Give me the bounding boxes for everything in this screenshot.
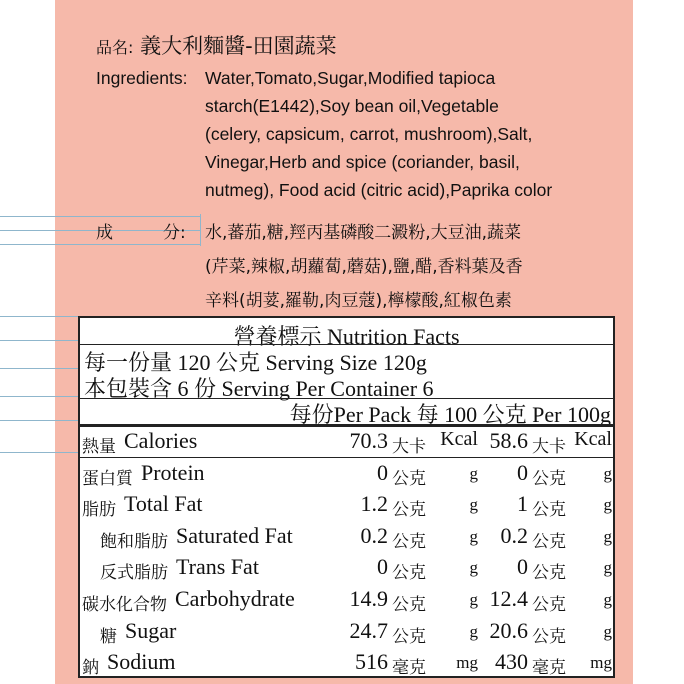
divider <box>80 344 613 345</box>
guide-line <box>0 396 80 397</box>
per-100g-value: 0 <box>517 554 528 580</box>
per-100g-value: 0.2 <box>500 522 528 548</box>
ingredients-line: nutmeg), Food acid (citric acid),Paprika color <box>205 180 553 200</box>
per-100g-unit-zh: 公克 <box>532 468 566 489</box>
per-pack-value: 24.7 <box>349 617 388 643</box>
ingredients-zh-label-b: 分: <box>163 223 186 243</box>
per-pack-value: 0 <box>377 554 388 580</box>
nutrient-name-en: Sodium <box>107 649 176 675</box>
per-pack-value: 0 <box>377 459 388 485</box>
per-pack-value: 1.2 <box>360 491 388 517</box>
ingredients-zh-line: 辛料(胡荽,羅勒,肉豆蔻),檸檬酸,紅椒色素 <box>205 291 512 311</box>
nutrient-name-zh: 蛋白質 <box>82 468 133 489</box>
per-100g-unit: g <box>603 621 612 641</box>
per-100g-unit: mg <box>590 653 612 673</box>
nutrient-name-zh: 反式脂肪 <box>100 563 168 584</box>
ingredients-zh-label-a: 成 <box>96 223 113 243</box>
nutrient-name-zh: 鈉 <box>82 658 99 679</box>
per-pack-unit-zh: 公克 <box>392 531 426 552</box>
per-100g-unit: g <box>603 463 612 483</box>
nutrient-name-en: Carbohydrate <box>175 586 295 611</box>
column-header: 每份Per Pack 每 100 公克 Per 100g <box>289 402 611 427</box>
per-pack-value: 516 <box>355 649 388 675</box>
product-label: 品名: <box>96 38 134 57</box>
nutrition-facts-table <box>78 316 615 678</box>
per-100g-unit-zh: 公克 <box>532 626 566 647</box>
divider <box>80 457 613 458</box>
guide-line <box>0 420 80 421</box>
per-pack-unit: g <box>469 621 478 641</box>
per-pack-value: 70.3 <box>349 428 388 453</box>
per-pack-unit: g <box>469 558 478 578</box>
nutrient-name-en: Saturated Fat <box>176 522 293 548</box>
divider <box>80 424 613 427</box>
guide-line <box>0 244 200 245</box>
per-pack-unit-zh: 大卡 <box>392 437 426 457</box>
per-100g-unit-zh: 公克 <box>532 531 566 552</box>
guide-line <box>0 340 80 341</box>
per-pack-unit: g <box>469 463 478 483</box>
ingredients-line: Water,Tomato,Sugar,Modified tapioca <box>205 68 496 88</box>
ingredients-line: Vinegar,Herb and spice (coriander, basil, <box>205 152 520 172</box>
per-100g-value: 0 <box>517 459 528 485</box>
nutrient-name-en: Total Fat <box>124 491 203 517</box>
guide-line <box>0 452 80 453</box>
per-pack-value: 14.9 <box>349 586 388 611</box>
nutrient-name-zh: 飽和脂肪 <box>100 531 168 552</box>
per-100g-unit: g <box>603 495 612 515</box>
per-pack-unit-zh: 公克 <box>392 626 426 647</box>
per-100g-unit: g <box>603 590 612 609</box>
per-100g-unit: Kcal <box>574 428 612 450</box>
serving-size: 每一份量 120 公克 Serving Size 120g <box>84 350 427 375</box>
per-100g-unit: g <box>603 526 612 546</box>
ingredients-line: starch(E1442),Soy bean oil,Vegetable <box>205 96 499 116</box>
guide-line <box>0 316 80 317</box>
ingredients-line: (celery, capsicum, carrot, mushroom),Salt, <box>205 124 533 144</box>
per-pack-unit: mg <box>456 653 478 673</box>
guide-line <box>0 368 80 369</box>
product-name-row <box>96 30 337 60</box>
per-pack-unit: g <box>469 526 478 546</box>
product-name: 義大利麵醬-田園蔬菜 <box>140 34 337 58</box>
nutrition-title: 營養標示 Nutrition Facts <box>233 324 460 349</box>
ingredients-zh-line: (芹菜,辣椒,胡蘿蔔,蘑菇),鹽,醋,香料葉及香 <box>205 257 523 277</box>
per-100g-unit-zh: 公克 <box>532 595 566 615</box>
per-pack-unit: g <box>469 590 478 609</box>
nutrient-name-en: Calories <box>124 428 198 453</box>
per-100g-value: 1 <box>517 491 528 517</box>
per-100g-value: 12.4 <box>489 586 528 611</box>
nutrient-name-zh: 糖 <box>100 626 117 647</box>
per-pack-unit-zh: 公克 <box>392 500 426 521</box>
nutrient-name-zh: 碳水化合物 <box>82 595 167 615</box>
per-pack-value: 0.2 <box>360 522 388 548</box>
nutrient-name-en: Trans Fat <box>176 554 259 580</box>
nutrient-name-zh: 熱量 <box>82 437 116 457</box>
per-100g-value: 430 <box>495 649 528 675</box>
per-100g-unit-zh: 公克 <box>532 500 566 521</box>
per-pack-unit-zh: 毫克 <box>392 658 426 679</box>
nutrient-name-en: Protein <box>141 459 205 485</box>
per-100g-value: 20.6 <box>489 617 528 643</box>
ingredients-label: Ingredients: <box>96 68 188 88</box>
nutrient-name-en: Sugar <box>125 617 177 643</box>
per-100g-unit-zh: 毫克 <box>532 658 566 679</box>
nutrient-name-zh: 脂肪 <box>82 500 116 521</box>
per-100g-unit: g <box>603 558 612 578</box>
per-pack-unit-zh: 公克 <box>392 563 426 584</box>
servings-per-container: 本包裝含 6 份 Serving Per Container 6 <box>84 376 434 401</box>
guide-line <box>200 214 201 246</box>
per-pack-unit-zh: 公克 <box>392 595 426 615</box>
per-pack-unit: Kcal <box>440 428 478 450</box>
per-100g-unit-zh: 大卡 <box>532 437 566 457</box>
per-pack-unit: g <box>469 495 478 515</box>
per-pack-unit-zh: 公克 <box>392 468 426 489</box>
per-100g-value: 58.6 <box>489 428 528 453</box>
guide-line <box>0 216 200 217</box>
ingredients-zh-line: 水,蕃茄,糖,羥丙基磷酸二澱粉,大豆油,蔬菜 <box>205 223 522 243</box>
per-100g-unit-zh: 公克 <box>532 563 566 584</box>
